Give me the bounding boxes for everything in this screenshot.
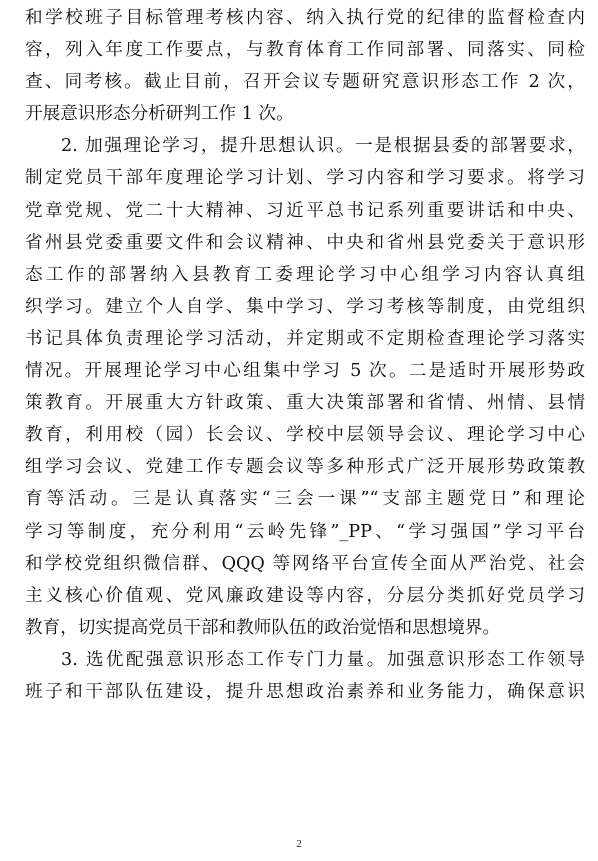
text-line: 书记具体负责理论学习活动，并定期或不定期检查理论学习落实 (25, 328, 585, 349)
text-line: 组学习会议、党建工作专题会议等多种形式广泛开展形势政策教 (25, 457, 585, 478)
text-line: 开展意识形态分析研判工作 1 次。 (25, 104, 294, 125)
paragraph-heading-line: 3. 选优配强意识形态工作专门力量。加强意识形态工作领导 (61, 649, 585, 670)
text-line: 学习等制度，充分利用“云岭先锋”_PP、“学习强国”学习平台 (25, 521, 585, 542)
text-line: 教育，利用校（园）长会议、学校中层领导会议、理论学习中心 (25, 425, 585, 446)
text-line: 育等活动。三是认真落实“三会一课”“支部主题党日”和理论 (25, 489, 585, 510)
text-line: 和学校党组织微信群、QQQ 等网络平台宣传全面从严治党、社会 (25, 553, 585, 574)
text-line: 主义核心价值观、党风廉政建设等内容，分层分类抓好党员学习 (25, 585, 585, 606)
text-line: 班子和干部队伍建设，提升思想政治素养和业务能力，确保意识 (25, 681, 585, 702)
text-line: 党章党规、党二十大精神、习近平总书记系列重要讲话和中央、 (25, 200, 585, 221)
text-line: 省州县党委重要文件和会议精神、中央和省州县党委关于意识形 (25, 232, 585, 253)
text-line: 查、同考核。截止目前，召开会议专题研究意识形态工作 2 次， (25, 72, 585, 93)
page-number: 2 (296, 838, 302, 850)
text-line: 情况。开展理论学习中心组集中学习 5 次。二是适时开展形势政 (25, 361, 585, 382)
text-line: 态工作的部署纳入县教育工委理论学习中心组学习内容认真组 (25, 264, 585, 285)
text-line: 策教育。开展重大方针政策、重大决策部署和省情、州情、县情 (25, 393, 585, 414)
text-line: 制定党员干部年度理论学习计划、学习内容和学习要求。将学习 (25, 168, 585, 189)
text-line: 和学校班子目标管理考核内容、纳入执行党的纪律的监督检查内 (25, 8, 585, 28)
text-line: 教育，切实提高党员干部和教师队伍的政治觉悟和思想境界。 (25, 617, 501, 638)
document-body (25, 2, 585, 708)
text-line: 容，列入年度工作要点，与教育体育工作同部署、同落实、同检 (25, 40, 585, 61)
paragraph-heading-line: 2. 加强理论学习，提升思想认识。一是根据县委的部署要求， (61, 136, 585, 157)
text-line: 织学习。建立个人自学、集中学习、学习考核等制度，由党组织 (25, 296, 585, 317)
